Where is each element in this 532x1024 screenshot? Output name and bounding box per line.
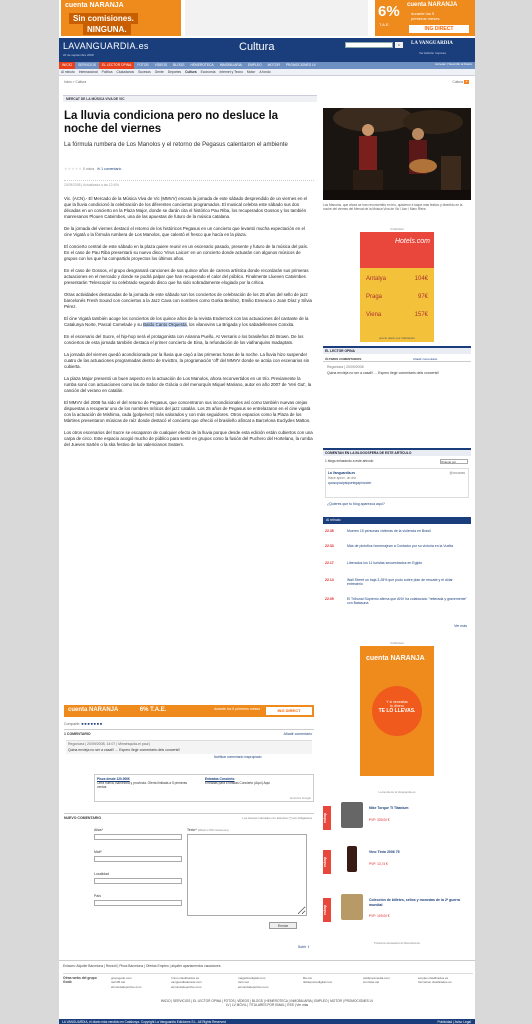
send-button[interactable]: Enviar bbox=[269, 922, 297, 929]
pais-label: País bbox=[94, 894, 102, 898]
comment-text: Quina envieja no ser a casa!!! ... Espero llegir comentaris dels concerts!! bbox=[68, 748, 181, 752]
ad-circle bbox=[372, 686, 422, 736]
ad-line: TE LO LLEVAS. bbox=[378, 708, 416, 714]
site-header bbox=[59, 38, 475, 62]
section-nav-item[interactable]: Motor bbox=[246, 70, 256, 74]
box-title: Al minuto bbox=[323, 517, 471, 524]
footer-site-col[interactable]: magazinedigital.com rac1.cat elmundodeportivo.com bbox=[238, 976, 269, 989]
tab-add-comment[interactable]: Añadir comentario bbox=[413, 357, 438, 361]
article-photo[interactable] bbox=[323, 108, 471, 200]
product-price: PVP: 339,00 € bbox=[369, 818, 390, 822]
eshop-tag: eshop bbox=[323, 898, 331, 922]
watch-icon bbox=[341, 802, 363, 828]
news-headline[interactable]: Mueren 15 personas víctimas de la violencia en Brasil bbox=[347, 529, 431, 533]
nav-item-inicio[interactable]: INICIO bbox=[59, 62, 75, 69]
localidad-field[interactable] bbox=[94, 878, 182, 884]
section-nav-item[interactable]: Gente bbox=[154, 70, 164, 74]
comment-author: Regoniara | 20/09/2008 bbox=[327, 365, 364, 369]
main-nav bbox=[59, 62, 475, 69]
wine-bottle-icon bbox=[347, 846, 357, 872]
lector-tabs bbox=[323, 356, 471, 362]
ad-line: tu dinero bbox=[390, 704, 404, 708]
news-time: 22.17 bbox=[325, 561, 334, 565]
box-title: EL LECTOR OPINA bbox=[323, 348, 471, 354]
comments-title: 1 COMENTARIO bbox=[64, 732, 91, 736]
hotel-offer-row[interactable] bbox=[360, 290, 434, 306]
section-nav-item[interactable]: Sucesos bbox=[138, 70, 151, 74]
al-minuto-box bbox=[323, 517, 471, 627]
footer-enlaces[interactable]: Enlaces: Alquiler Barcelona | Rezzoll | Pisos Barcelona | Ofertas Empleo | alquiler apartamentos vacaciones bbox=[63, 964, 221, 968]
back-to-top-link[interactable] bbox=[298, 945, 310, 949]
mail-label: Mail* bbox=[94, 850, 102, 854]
nav-item-hemeroteca[interactable]: HEMEROTECA bbox=[190, 63, 214, 67]
localidad-label: Localidad bbox=[94, 872, 109, 876]
article-title: La lluvia condiciona pero no desluce la noche del viernes bbox=[64, 110, 279, 135]
article-paragraph: El MMVV del 2008 ha sido el del retorno de Pegasus, que concentraron sus incondicionales así como también nuevas orejas dispuestas a recuperar uno de los nombres míticos del jazz catalán. Los 25 años de Pegasus se entrelazaron en el cine vigatà con la actuación de Mishima, cada (golpe/vez) más valorados y con más seguidores. Otros espacios como la Plaza de los Màrtires presentaron músicas de raíz donde destacó el concierto que ofreció el brasileño afincat a Barcelona Euclydes Mattos. bbox=[64, 400, 311, 423]
sponsored-title[interactable]: Entradas Concierto bbox=[205, 777, 235, 781]
article-paragraph: Los otros escenarios del Sucre se escaparon de cualquier efecto de la lluvia porque desde esta edición están cubiertos con una carpa de circo. Este espacio acogió mucho de público para sentir en grupos como la fusión del Puchero del Hortelano, la rumba del Jueves Sartén o la ska festivo de los valencianos Svaters. bbox=[64, 430, 313, 447]
legal-links[interactable]: Publicidad | Aviso Legal bbox=[437, 1020, 471, 1024]
nav-item-fotos[interactable]: FOTOS bbox=[137, 63, 149, 67]
search-input[interactable] bbox=[345, 42, 393, 48]
comment-author: Regoniara | 20/09/2008, 14:07 | Minnésquita-el paul | bbox=[68, 742, 151, 746]
page-wrapper bbox=[59, 0, 475, 1024]
report-comment-link[interactable]: Notificar comentario inapropiado bbox=[214, 755, 262, 759]
sponsored-link-b[interactable] bbox=[205, 777, 300, 785]
section-nav-item[interactable]: Economía bbox=[200, 70, 216, 74]
paragraph-text: El cine Vigatà también acoge los conciertos de los quince años de la revista Enderrock con las actuaciones del cantante de la Catalunya Norte, Pascal Comelade y su bbox=[64, 316, 309, 327]
inline-ad-banner[interactable] bbox=[64, 705, 314, 717]
footer-site-col[interactable]: rmmo.clasificados.es vanguardiadossier.com elmundodeportivo.com bbox=[171, 976, 202, 989]
new-comment-form bbox=[64, 813, 314, 953]
product-name[interactable]: Vino Tinto 2006 75 bbox=[369, 850, 400, 854]
ad-label: Publicidad bbox=[390, 227, 404, 231]
article-paragraph: De la jornada del viernes destacó el retorno de los históricos Pegasus en un concierto que levantó mucha expectación en el cine Vigatà o la fórmula rumbera de Los Manolos, que calentó el fresco que hacía en la plaza. bbox=[64, 226, 305, 237]
ad-brand: ING DIRECT bbox=[409, 25, 469, 33]
section-nav-item[interactable]: Ciudadanos bbox=[116, 70, 135, 74]
sponsored-links bbox=[94, 774, 314, 802]
blog-post[interactable] bbox=[325, 468, 469, 498]
lector-opina-box bbox=[323, 346, 471, 438]
sponsored-text: Obra nueva, Barcelona y provincia. Oferta limitada a 5 primeras ventas bbox=[97, 781, 188, 789]
box-title: COMENTAN EN LA BLOGOSFERA DE ESTE ARTÍCULO bbox=[323, 450, 471, 456]
sponsored-text: Entradas para Entradas Concierto (Aquí) Aquí bbox=[205, 781, 271, 785]
article-body bbox=[64, 196, 314, 454]
comment-count-icon: ✉ bbox=[97, 167, 101, 171]
concert-photo-illustration bbox=[323, 108, 471, 200]
section-nav bbox=[59, 69, 475, 76]
article-paragraph: La plaza Major presentó un buen aspecto en la actuación de Los Manolos, ahora reconvertidos en un trío. Previamente la rumba sonó con actuaciones como las de Sabor de Gràcia o del menorquín Miquel Mariano, autor en año 2007 de 'Veri Gut', la canción del verano en catalán. bbox=[64, 376, 312, 393]
news-time: 22.33 bbox=[325, 544, 334, 548]
vote-bar bbox=[64, 166, 314, 171]
hotels-ad[interactable] bbox=[360, 227, 434, 342]
section-nav-item[interactable]: Al minuto bbox=[61, 70, 75, 74]
texto-label-text: Texto* bbox=[187, 828, 197, 832]
nav-item-blogs[interactable]: BLOGS bbox=[173, 63, 185, 67]
copyright-text: LA VANGUARDIA, el diario más vendido en Catalunya. Copyright La Vanguardia Ediciones S.L. All Rights Reserved bbox=[62, 1020, 226, 1024]
footer-site-col[interactable]: grupogodo.com rac105.cat elmundodeportivo.com bbox=[111, 976, 142, 989]
product-price: PVP: 109,00 € bbox=[369, 914, 390, 918]
article-paragraph: La jornada del viernes quedó acondicionada por la lluvia que cayó a las primeras horas de la noche. La lluvia hizo suspender cuatro de las actuaciones programadas dentro de Invicttro, la programación 'off' del MMVV donde se actúa con escenarios sin cubierta. bbox=[64, 352, 310, 369]
alias-label: Alias* bbox=[94, 828, 103, 832]
shop-box bbox=[323, 790, 471, 948]
article-paragraph: Otras actividades destacadas de la jornada de este sábado son los conciertos de celebración de los 25 años del sello de jazz barcelonés Fresh Sound con conciertos a la Jazz Cava con nombres como Gorka Benítez, Emilio Enseuca o Joan Díaz y Sílvia Pérez. bbox=[64, 292, 312, 309]
back-to-top-label: Subir bbox=[297, 945, 307, 949]
max-chars-note: (Máximo 500 caracteres) bbox=[197, 828, 229, 832]
star-icon[interactable]: ★★★★★ bbox=[64, 166, 82, 171]
sponsored-link-a[interactable] bbox=[97, 777, 192, 789]
news-time: 22.14 bbox=[325, 578, 334, 582]
news-headline[interactable]: Liberados los 11 turistas secuestrados en Egipto bbox=[347, 561, 423, 565]
ad-percent: 6% T.A.E. bbox=[139, 707, 167, 713]
comment-textarea[interactable] bbox=[187, 834, 307, 916]
shop-product[interactable] bbox=[323, 890, 471, 926]
rss-icon[interactable]: ● bbox=[465, 80, 468, 84]
highlighted-text: Baldo Canto Orquesta bbox=[143, 322, 187, 327]
hotel-price: 104€ bbox=[414, 276, 428, 282]
article-paragraph: Vic. (ACN).- El Mercado de la Música Viva de Vic (MMVV) encara la jornada de este sábado desprendido de un viernes en el que la lluvia condicionó la celebración de los diferentes conciertos programados. El musical celebra este sábado sus dos décadas en un concierto en la Plaza Major, donde se darán cita el histórico Pau Riba, los recuperados Gossos y los también manresanos Plouen Catximbes, una de las apuestas de futuro de la música catalana. bbox=[64, 196, 308, 219]
footer-site-col[interactable]: empleo.clasificados.es formacion.clasificados.es bbox=[418, 976, 452, 985]
texto-label bbox=[187, 828, 229, 832]
news-headline[interactable]: El Tribunal Supremo afirma que ANV ha colaborado "reiterada y gravemente" con Batasuna bbox=[347, 597, 467, 606]
site-logo[interactable]: LAVANGUARDIA.es bbox=[63, 41, 149, 51]
hotel-city: Antalya bbox=[366, 276, 387, 282]
ad-line: durante los 5 bbox=[411, 11, 435, 16]
pais-field[interactable] bbox=[94, 900, 182, 906]
section-rss-label: Cultura bbox=[452, 80, 464, 84]
section-title: Cultura bbox=[239, 41, 275, 53]
nav-item-motor[interactable]: MOTOR bbox=[267, 63, 280, 67]
shop-product[interactable] bbox=[323, 798, 471, 834]
news-headline[interactable]: Más de pintoflos homenajean a Contador por su victoria en la Vuelta bbox=[347, 544, 454, 548]
ad-label: Publicidad bbox=[390, 641, 404, 645]
ad-line: Y si necesitas bbox=[386, 700, 408, 704]
ad-brand: ING DIRECT bbox=[266, 707, 312, 715]
nav-item-videos[interactable]: VÍDEOS bbox=[154, 63, 168, 67]
section-nav-item[interactable]: Internet y Tecno bbox=[219, 70, 243, 74]
nav-item-promociones[interactable]: PROMOCIONES LV bbox=[285, 63, 316, 67]
news-time: 22.35 bbox=[325, 529, 334, 533]
blog-time: Hace aprox. un día bbox=[328, 476, 356, 480]
sponsored-title[interactable]: Pisos desde 120.000€ bbox=[97, 777, 130, 781]
ad-title: cuenta NARANJA bbox=[65, 2, 124, 9]
ad-brand: Hotels.com bbox=[360, 232, 434, 268]
article-paragraph bbox=[64, 316, 314, 328]
shop-product[interactable] bbox=[323, 842, 471, 878]
cuenta-naranja-ad[interactable] bbox=[360, 641, 434, 776]
article-paragraph: En el escenario del Sucre, el hip-hop será el protagonista con Arianna Puello, At Versaris o los brasileños Zé Brown. De los conciertos de esta jornada también destaca el primer concierto de Eina, la refundación de los viafranquins Inadaptats. bbox=[64, 334, 304, 345]
top-ad-right[interactable] bbox=[375, 0, 475, 36]
product-price: PVP: 13,74 € bbox=[369, 862, 388, 866]
nav-item-inmobiliaria[interactable]: INMOBILIARIA bbox=[219, 63, 242, 67]
section-nav-item[interactable]: Internacional bbox=[78, 70, 98, 74]
account-links[interactable]: Acceder | Suscribir al Diario bbox=[435, 62, 472, 66]
ad-title: cuenta NARANJA bbox=[407, 2, 458, 8]
hotel-city: Praga bbox=[366, 294, 383, 300]
footer-site-col[interactable]: publipresmedia.com sonrisas.cat bbox=[363, 976, 390, 985]
site-footer bbox=[59, 960, 475, 1024]
share-icons[interactable]: ■ ■ ■ ■ ■ ■ ■ bbox=[81, 722, 102, 726]
eshop-tag: eshop bbox=[323, 850, 331, 874]
tab-latest-comments[interactable]: ÚLTIMOS COMENTARIOS bbox=[325, 357, 362, 361]
section-nav-item-active[interactable]: Cultura bbox=[185, 70, 197, 74]
section-nav-item[interactable]: Deportes bbox=[167, 70, 182, 74]
product-name[interactable]: Colección de billetes, sellos y monedas de la 2ª guerra mundial bbox=[369, 898, 460, 907]
section-nav-item[interactable]: A fondo bbox=[259, 70, 271, 74]
shop-header: La tienda de la Vanguardia.es bbox=[378, 790, 416, 794]
eshop-tag: eshop bbox=[323, 806, 331, 830]
shop-footer: Productos destacados de Manufacturas bbox=[374, 942, 420, 945]
copyright-bar bbox=[59, 1019, 475, 1024]
nav-item-servicios[interactable]: SERVICIOS bbox=[78, 63, 96, 67]
hotel-price: 157€ bbox=[414, 312, 428, 318]
mail-field[interactable] bbox=[94, 856, 182, 862]
print-edition-link[interactable]: Ver Edición Impresa bbox=[419, 51, 446, 55]
ad-percent: 6% bbox=[378, 3, 400, 20]
vote-count: 0 votos bbox=[82, 167, 95, 171]
sort-select[interactable]: Ordenar por bbox=[440, 459, 468, 464]
blog-link[interactable]: quosupocipsiquetegaphonder bbox=[328, 481, 372, 485]
news-headline[interactable]: Wall Street un baja 3,28% que pudo sobre plan de rescate y el dólar entreabrió bbox=[347, 578, 453, 587]
top-ad-left[interactable] bbox=[61, 0, 181, 36]
comment-text: Quina envieja no ser a casa!!! ... Espero llegir comentaris dels concerts!! bbox=[327, 371, 440, 375]
new-comment-title: NUEVO COMENTARIO bbox=[64, 816, 102, 820]
ad-title: cuenta NARANJA bbox=[68, 707, 119, 713]
section-nav-item[interactable]: Política bbox=[101, 70, 113, 74]
add-comment-link[interactable]: Añadir comentario bbox=[283, 732, 312, 736]
product-name[interactable]: Nike Torque TI Titanium bbox=[369, 806, 409, 810]
blog-question-link[interactable]: ¿Quieres que tu blog aparezca aquí? bbox=[327, 502, 385, 506]
header-date: 20 de septiembre 2008 bbox=[63, 53, 94, 57]
blog-name[interactable]: La Vanguardia.es bbox=[328, 471, 356, 475]
ad-line: NINGUNA. bbox=[83, 24, 131, 35]
hotel-city: Viena bbox=[366, 312, 382, 318]
comment-item bbox=[66, 740, 312, 754]
article-subtitle: La fórmula rumbera de Los Manolos y el retorno de Pegasus calentaron el ambiente bbox=[64, 142, 288, 148]
coins-icon bbox=[341, 894, 363, 920]
ad-tae: T.A.E. bbox=[379, 22, 390, 27]
article-paragraph: En el caso de Gossos, el grupo desgranará canciones de sus quince años de carrera artística donde recordarán sus primeras actuaciones en el mercado y donde se podrá palpar que han recuperado el calor del público. Finalmente Llueven Catximbes presentarán 'Telescopio' su celebrado segundo disco que ha sido sobradamente elogiado por la crítica. bbox=[64, 268, 309, 285]
hotel-price: 97€ bbox=[417, 294, 428, 300]
section-rss[interactable] bbox=[452, 80, 469, 84]
ad-text: durante los 5 primeros meses bbox=[214, 707, 261, 711]
share-bar bbox=[64, 722, 314, 726]
share-label: Compartir: bbox=[64, 722, 81, 726]
hotel-offer-row[interactable] bbox=[360, 308, 434, 324]
paragraph-text: , los vilanovins La Brigada y los sabadellenses Conxita. bbox=[186, 322, 295, 327]
photo-caption: Los Manolos, que ahora se han reconvertido en trío, quisieron e taque más festivo y divertido en la noche del viernes del Mercat de la Música Viva de Vic / Acn / Marc Riera bbox=[323, 203, 463, 212]
nav-item-empleo[interactable]: EMPLEO bbox=[247, 63, 262, 67]
ad-title: cuenta NARANJA bbox=[366, 655, 425, 662]
google-ads-label: Anuncios Google bbox=[289, 796, 311, 800]
footer-site-col[interactable]: 8tv.cat doblepuntodigital.com bbox=[303, 976, 333, 985]
blog-count: 1 blogs enlazando a este artículo bbox=[325, 459, 374, 463]
alias-field[interactable] bbox=[94, 834, 182, 840]
print-edition-logo[interactable]: LA VANGUARDIA bbox=[411, 41, 453, 46]
footer-group-title: Otras webs del grupo Godó bbox=[63, 976, 97, 984]
ad-line: Sin comisiones. bbox=[69, 13, 138, 24]
required-note: Los campos marcados con asterisco (*) son obligatorios bbox=[242, 816, 312, 820]
footer-links[interactable]: INICIO | SERVICIOS | EL LECTOR OPINA | FOTOS | VÍDEOS | BLOGS | HEMEROTECA | INMOBILIARIA | EMPLEO | MOTOR | PROMOCIONES LV LV | LV MÓVIL | TITULARES POR EMAIL | RSS | Ver más bbox=[160, 999, 374, 1007]
search-go-button[interactable]: Ir bbox=[395, 42, 403, 48]
comment-count-link[interactable]: 1 comentario bbox=[101, 167, 122, 171]
article-paragraph: El concierto central de este sábado en la plaza quiere reunir en un escenario pasado, presente y futuro de la música del país. En el caso de Pau Riba presentará su nuevo disco 'Virus Laicos' en un concierto donde actuarán con algunos músicos de grupos con los que ha compartido proyectos los últimos años. bbox=[64, 244, 309, 261]
arrow-up-icon: ⇧ bbox=[307, 945, 310, 949]
ad-line: primeros meses bbox=[411, 16, 440, 21]
article-kicker: MERCAT DE LA MÚSICA VIVA DE VIC bbox=[63, 95, 317, 102]
footer-group-sites bbox=[63, 973, 473, 995]
hotel-offer-row[interactable] bbox=[360, 272, 434, 288]
latest-comment-item[interactable] bbox=[327, 365, 467, 375]
see-more-link[interactable]: Ver más bbox=[454, 624, 467, 628]
breadcrumb[interactable]: Inicio > Cultura bbox=[64, 80, 87, 84]
news-time: 22.09 bbox=[325, 597, 334, 601]
top-ad-gap bbox=[185, 0, 368, 36]
blog-handle: @vocavas bbox=[449, 471, 465, 475]
nav-item-lector-opina[interactable]: EL LECTOR OPINA bbox=[99, 62, 134, 69]
ad-footnote: precio diario por habitación bbox=[378, 336, 416, 340]
article-meta: 20/09/2008 | Actualizada a las 12:40h bbox=[64, 180, 314, 187]
